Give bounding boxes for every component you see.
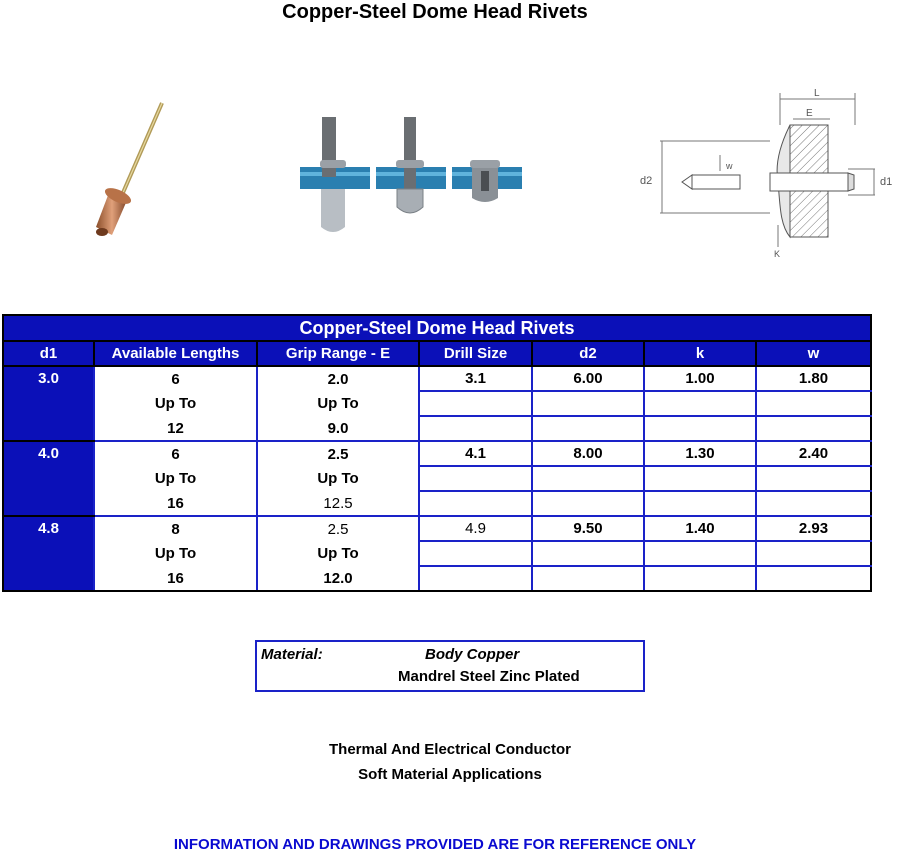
d1-cell: 4.0 <box>3 441 94 516</box>
empty-cell <box>532 541 644 566</box>
empty-cell <box>419 566 532 591</box>
grip-from: 2.0 <box>257 366 419 391</box>
col-header-grip: Grip Range - E <box>257 341 419 366</box>
empty-cell <box>644 491 756 516</box>
d1-cell: 3.0 <box>3 366 94 441</box>
empty-cell <box>532 391 644 416</box>
technical-drawing <box>630 85 900 260</box>
material-body: Body Copper <box>425 646 520 663</box>
empty-cell <box>532 491 644 516</box>
lengths-to: 16 <box>94 566 257 591</box>
spec-table <box>2 314 872 592</box>
material-mandrel: Mandrel Steel Zinc Plated <box>398 668 580 685</box>
w-cell: 1.80 <box>756 366 871 391</box>
empty-cell <box>532 466 644 491</box>
k-cell: 1.00 <box>644 366 756 391</box>
empty-cell <box>644 466 756 491</box>
dim-label-d1: d1 <box>880 176 893 188</box>
dim-label-L: L <box>814 88 820 99</box>
empty-cell <box>756 416 871 441</box>
table-header-row <box>3 341 871 366</box>
grip-to: 12.0 <box>257 566 419 591</box>
feature-line: Thermal And Electrical Conductor <box>329 741 571 758</box>
col-header-drill: Drill Size <box>419 341 532 366</box>
grip-upto: Up To <box>257 466 419 491</box>
lengths-upto: Up To <box>94 391 257 416</box>
d1-cell: 4.8 <box>3 516 94 591</box>
empty-cell <box>532 566 644 591</box>
dim-label-d2: d2 <box>640 175 653 187</box>
lengths-to: 12 <box>94 416 257 441</box>
col-header-k: k <box>644 341 756 366</box>
dim-label-E: E <box>806 108 813 119</box>
grip-upto: Up To <box>257 541 419 566</box>
empty-cell <box>419 466 532 491</box>
table-row <box>3 491 871 516</box>
empty-cell <box>419 541 532 566</box>
d2-cell: 8.00 <box>532 441 644 466</box>
drill-size-cell: 4.1 <box>419 441 532 466</box>
lengths-to: 16 <box>94 491 257 516</box>
table-row <box>3 541 871 566</box>
table-row <box>3 466 871 491</box>
empty-cell <box>756 466 871 491</box>
table-banner: Copper-Steel Dome Head Rivets <box>3 315 871 341</box>
lengths-upto: Up To <box>94 541 257 566</box>
dim-label-w: w <box>726 161 733 171</box>
table-row <box>3 391 871 416</box>
empty-cell <box>644 416 756 441</box>
empty-cell <box>644 391 756 416</box>
empty-cell <box>419 391 532 416</box>
col-header-w: w <box>756 341 871 366</box>
table-row <box>3 441 871 466</box>
reference-disclaimer: INFORMATION AND DRAWINGS PROVIDED ARE FOR REFERENCE ONLY <box>173 836 697 853</box>
col-header-d2: d2 <box>532 341 644 366</box>
empty-cell <box>644 566 756 591</box>
grip-from: 2.5 <box>257 516 419 541</box>
table-row <box>3 416 871 441</box>
lengths-upto: Up To <box>94 466 257 491</box>
rivet-photo <box>80 95 180 240</box>
feature-line: Soft Material Applications <box>358 766 542 783</box>
table-row <box>3 366 871 391</box>
installation-sequence-image <box>300 105 540 240</box>
empty-cell <box>644 541 756 566</box>
material-label: Material: <box>261 646 323 663</box>
lengths-from: 6 <box>94 441 257 466</box>
grip-to: 12.5 <box>257 491 419 516</box>
k-cell: 1.40 <box>644 516 756 541</box>
d2-cell: 6.00 <box>532 366 644 391</box>
empty-cell <box>756 541 871 566</box>
grip-from: 2.5 <box>257 441 419 466</box>
empty-cell <box>756 491 871 516</box>
d2-cell: 9.50 <box>532 516 644 541</box>
page-title: Copper-Steel Dome Head Rivets <box>282 1 588 23</box>
w-cell: 2.93 <box>756 516 871 541</box>
col-header-lengths: Available Lengths <box>94 341 257 366</box>
empty-cell <box>532 416 644 441</box>
empty-cell <box>756 391 871 416</box>
k-cell: 1.30 <box>644 441 756 466</box>
lengths-from: 6 <box>94 366 257 391</box>
drill-size-cell: 3.1 <box>419 366 532 391</box>
lengths-from: 8 <box>94 516 257 541</box>
empty-cell <box>419 416 532 441</box>
table-row <box>3 516 871 541</box>
empty-cell <box>756 566 871 591</box>
grip-upto: Up To <box>257 391 419 416</box>
material-box <box>255 640 645 692</box>
empty-cell <box>419 491 532 516</box>
dim-label-K: K <box>774 249 781 259</box>
drill-size-cell: 4.9 <box>419 516 532 541</box>
w-cell: 2.40 <box>756 441 871 466</box>
col-header-d1: d1 <box>3 341 94 366</box>
table-row <box>3 566 871 591</box>
grip-to: 9.0 <box>257 416 419 441</box>
